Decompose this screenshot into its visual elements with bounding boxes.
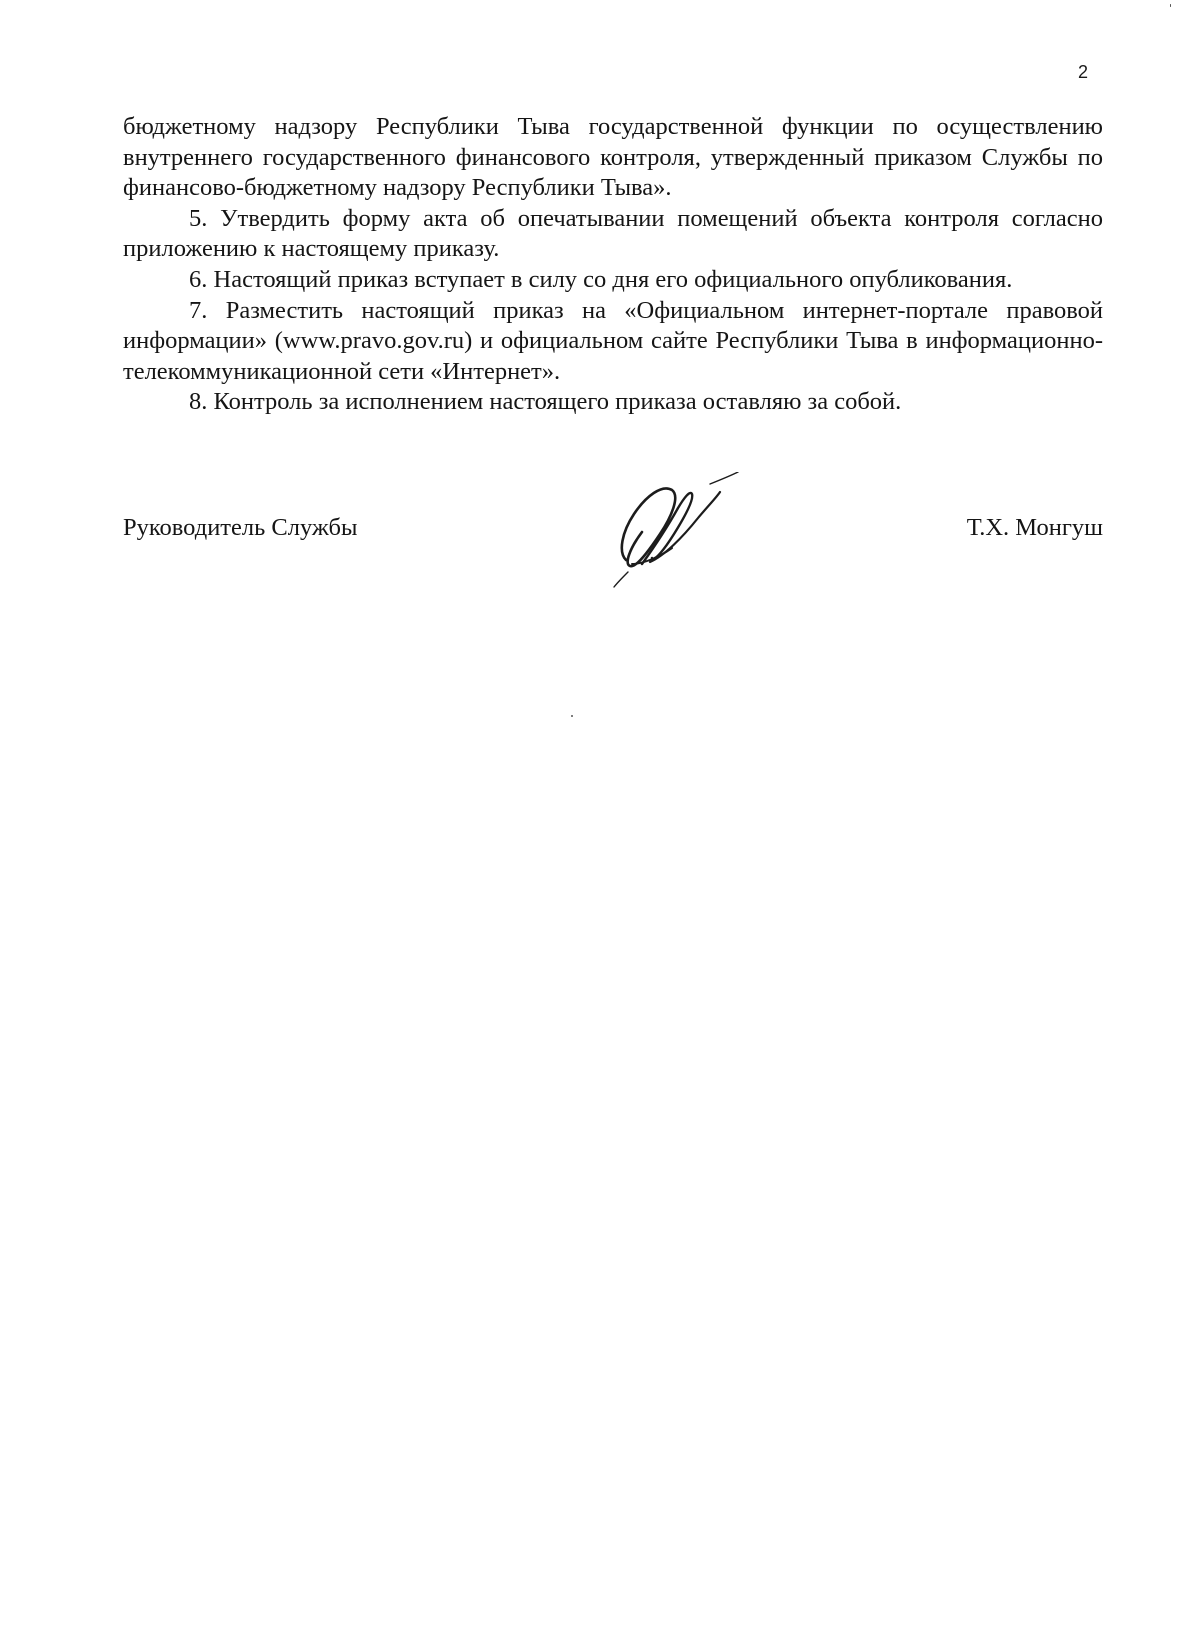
paragraph-item-5: 5. Утвердить форму акта об опечатывании помещений объекта контроля согласно приложению к настоящему приказу. — [123, 204, 1103, 263]
signatory-name: Т.Х. Монгуш — [966, 514, 1103, 541]
signatory-title: Руководитель Службы — [123, 514, 358, 541]
paragraph-item-8: 8. Контроль за исполнением настоящего приказа оставляю за собой. — [189, 388, 902, 416]
page-number: 2 — [1078, 62, 1089, 82]
scan-speck — [571, 715, 573, 717]
document-body — [123, 112, 1103, 418]
paragraph-item-6: 6. Настоящий приказ вступает в силу со дня его официального опубликования. — [189, 265, 1013, 293]
scan-speck — [1170, 4, 1171, 7]
paragraph-item-7: 7. Разместить настоящий приказ на «Официальном интернет-портале правовой информации» (www.pravo.gov.ru) и официальном сайте Республики Тыва в информационно-телекоммуникационной сети «Интернет». — [123, 296, 1103, 385]
handwritten-signature — [612, 472, 752, 594]
paragraph-continuation: бюджетному надзору Республики Тыва государственной функции по осуществлению внутреннего государственного финансового контроля, утвержденный приказом Службы по финансово-бюджетному надзору Республики Тыва». — [123, 113, 1103, 202]
